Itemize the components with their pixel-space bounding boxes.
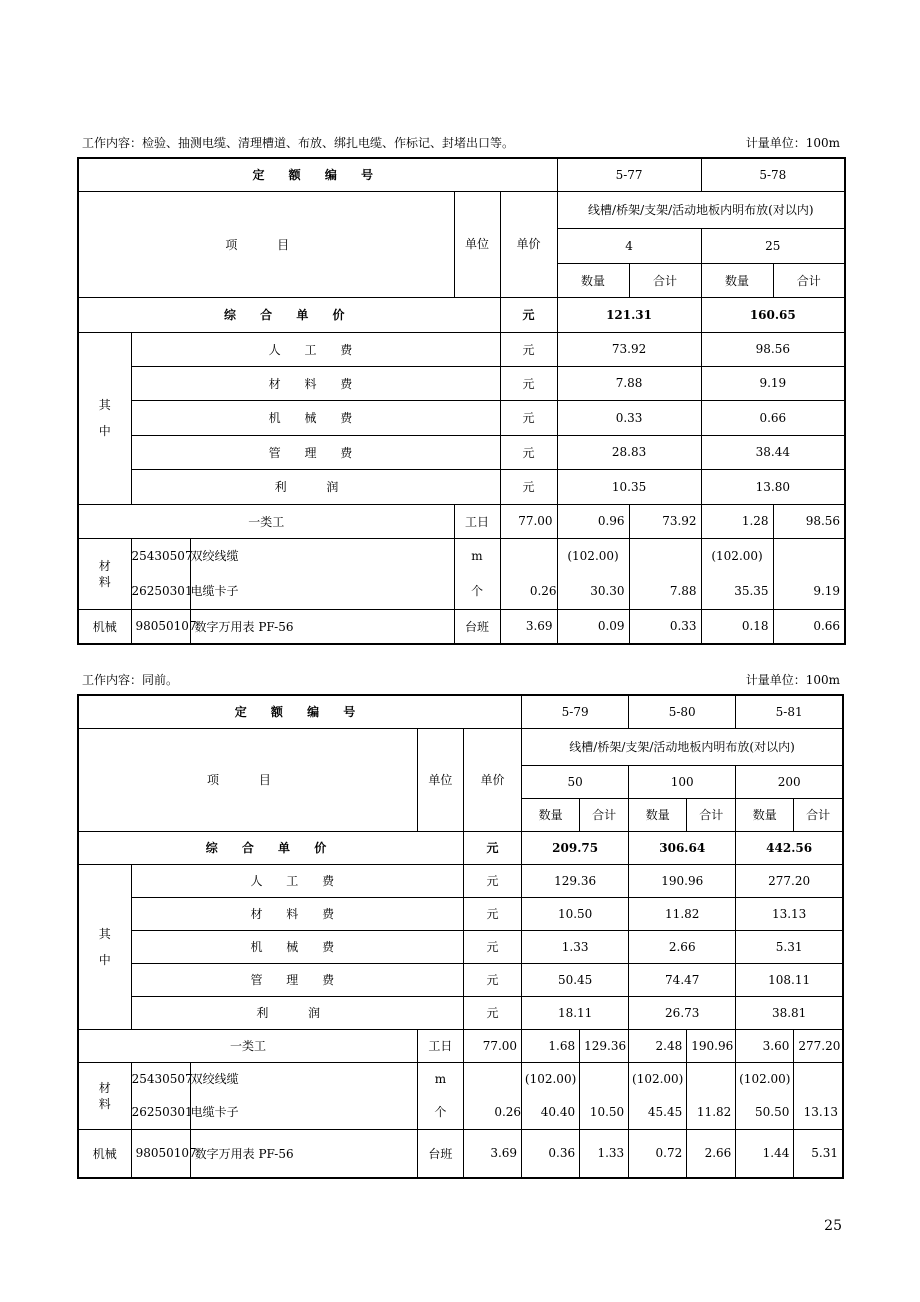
labor-cell: 1.68 xyxy=(522,1029,580,1062)
cost-value: 28.83 xyxy=(557,435,701,469)
labor-unit: 工日 xyxy=(417,1029,463,1062)
cost-value: 9.19 xyxy=(701,366,845,400)
cost-value: 0.66 xyxy=(701,400,845,435)
cost-label: 管 理 费 xyxy=(131,435,500,469)
material-col xyxy=(773,538,845,609)
material-code: 25430507 xyxy=(131,1071,193,1086)
pair-count: 4 xyxy=(557,228,701,263)
cost-unit: 元 xyxy=(463,930,521,963)
cost-label: 机 械 费 xyxy=(131,400,500,435)
cost-value: 38.44 xyxy=(701,435,845,469)
material-cell xyxy=(630,539,701,574)
cost-value: 98.56 xyxy=(701,332,845,366)
cost-value: 1.33 xyxy=(522,930,629,963)
material-cell: 30.30 xyxy=(590,583,625,598)
material-prices xyxy=(463,1062,521,1129)
composite-unit: 元 xyxy=(463,831,521,864)
machine-cell: 0.72 xyxy=(629,1129,687,1178)
machine-name: 数字万用表 PF-56 xyxy=(190,609,454,644)
item-description: 线槽/桥架/支架/活动地板内明布放(对以内) xyxy=(522,728,843,765)
machine-code: 98050107 xyxy=(131,609,190,644)
labor-price: 77.00 xyxy=(500,504,557,538)
cost-value: 18.11 xyxy=(522,996,629,1029)
machine-label: 机械 xyxy=(78,609,131,644)
cost-value: 5.31 xyxy=(736,930,843,963)
material-col xyxy=(629,1062,687,1129)
pair-count: 25 xyxy=(701,228,845,263)
machine-cell: 0.36 xyxy=(522,1129,580,1178)
material-cell: (102.00) xyxy=(632,1071,684,1086)
total-header: 合计 xyxy=(773,263,845,297)
composite-value: 121.31 xyxy=(557,297,701,332)
material-price: 0.26 xyxy=(494,1104,522,1119)
page-number: 25 xyxy=(824,1218,842,1234)
labor-unit: 工日 xyxy=(454,504,500,538)
labor-cell: 277.20 xyxy=(794,1029,843,1062)
labor-cell: 129.36 xyxy=(580,1029,629,1062)
labor-cell: 0.96 xyxy=(557,504,629,538)
cost-value: 277.20 xyxy=(736,864,843,897)
machine-code: 98050107 xyxy=(131,1129,190,1178)
material-col xyxy=(687,1062,736,1129)
machine-cell: 2.66 xyxy=(687,1129,736,1178)
cost-label: 人 工 费 xyxy=(131,864,463,897)
material-col xyxy=(736,1062,794,1129)
machine-cell: 1.44 xyxy=(736,1129,794,1178)
cost-value: 108.11 xyxy=(736,963,843,996)
material-cell: (102.00) xyxy=(567,548,619,563)
cost-value: 10.50 xyxy=(522,897,629,930)
material-prices xyxy=(500,538,557,609)
material-name: 电缆卡子 xyxy=(190,583,239,598)
labor-cell: 190.96 xyxy=(687,1029,736,1062)
cost-label: 材 料 费 xyxy=(131,897,463,930)
material-code: 26250301 xyxy=(131,1104,193,1119)
material-col xyxy=(794,1062,843,1129)
machine-unit: 台班 xyxy=(454,609,500,644)
cost-label: 利 润 xyxy=(131,996,463,1029)
total-header: 合计 xyxy=(794,798,843,831)
unit-note: 计量单位：100m xyxy=(745,136,840,150)
material-cell: 9.19 xyxy=(813,583,841,598)
material-price xyxy=(501,539,557,574)
machine-price: 3.69 xyxy=(463,1129,521,1178)
cost-value: 13.13 xyxy=(736,897,843,930)
material-names xyxy=(190,1062,417,1129)
cost-value: 7.88 xyxy=(557,366,701,400)
item-label: 项 目 xyxy=(78,728,417,831)
material-col xyxy=(629,538,701,609)
quota-code: 5-79 xyxy=(522,695,629,728)
machine-cell: 0.66 xyxy=(773,609,845,644)
material-cell xyxy=(687,1063,735,1096)
labor-label: 一类工 xyxy=(78,1029,417,1062)
pair-count: 100 xyxy=(629,765,736,798)
qty-header: 数量 xyxy=(701,263,773,297)
machine-cell: 0.09 xyxy=(557,609,629,644)
material-units xyxy=(417,1062,463,1129)
materials-label: 材料 xyxy=(78,1062,131,1129)
quota-code: 5-81 xyxy=(736,695,843,728)
pair-count: 200 xyxy=(736,765,843,798)
material-cell: 40.40 xyxy=(540,1104,576,1119)
cost-unit: 元 xyxy=(500,400,557,435)
composite-value: 442.56 xyxy=(736,831,843,864)
price-header: 单价 xyxy=(463,728,521,831)
machine-name: 数字万用表 PF-56 xyxy=(190,1129,417,1178)
cost-value: 2.66 xyxy=(629,930,736,963)
material-name: 双绞线缆 xyxy=(190,1071,239,1086)
cost-unit: 元 xyxy=(500,366,557,400)
material-col xyxy=(701,538,773,609)
unit-note: 计量单位：100m xyxy=(745,673,840,687)
cost-value: 129.36 xyxy=(522,864,629,897)
cost-unit: 元 xyxy=(500,469,557,504)
composite-price-label: 综 合 单 价 xyxy=(78,831,463,864)
total-header: 合计 xyxy=(687,798,736,831)
work-content: 工作内容：检验、抽测电缆、清理槽道、布放、绑扎电缆、作标记、封堵出口等。 xyxy=(82,136,515,150)
material-name: 电缆卡子 xyxy=(190,1104,239,1119)
cost-value: 11.82 xyxy=(629,897,736,930)
material-cell xyxy=(580,1063,628,1096)
materials-label: 材料 xyxy=(78,538,131,609)
material-cell: (102.00) xyxy=(524,1071,577,1086)
among-label: 其中 xyxy=(78,332,131,504)
material-cell: 45.45 xyxy=(647,1104,683,1119)
qty-header: 数量 xyxy=(557,263,629,297)
cost-label: 管 理 费 xyxy=(131,963,463,996)
material-cell: (102.00) xyxy=(711,548,763,563)
material-names xyxy=(190,538,454,609)
quota-table-1 xyxy=(77,157,846,645)
cost-value: 26.73 xyxy=(629,996,736,1029)
composite-value: 209.75 xyxy=(522,831,629,864)
material-units xyxy=(454,538,500,609)
material-cell: 10.50 xyxy=(589,1104,625,1119)
quota-table-2 xyxy=(77,694,844,1179)
machine-label: 机械 xyxy=(78,1129,131,1178)
material-cell: 35.35 xyxy=(734,583,769,598)
material-unit: m xyxy=(434,1071,447,1086)
machine-cell: 5.31 xyxy=(794,1129,843,1178)
material-col xyxy=(522,1062,580,1129)
cost-label: 利 润 xyxy=(131,469,500,504)
labor-price: 77.00 xyxy=(463,1029,521,1062)
machine-cell: 0.33 xyxy=(629,609,701,644)
price-header: 单价 xyxy=(500,191,557,297)
material-unit: m xyxy=(471,548,483,563)
material-cell: 50.50 xyxy=(754,1104,790,1119)
cost-unit: 元 xyxy=(463,963,521,996)
quota-number-label: 定 额 编 号 xyxy=(78,158,557,191)
material-col xyxy=(580,1062,629,1129)
cost-value: 50.45 xyxy=(522,963,629,996)
total-header: 合计 xyxy=(629,263,701,297)
item-description: 线槽/桥架/支架/活动地板内明布放(对以内) xyxy=(557,191,845,228)
work-content: 工作内容：同前。 xyxy=(82,673,179,687)
labor-cell: 73.92 xyxy=(629,504,701,538)
labor-cell: 3.60 xyxy=(736,1029,794,1062)
cost-label: 人 工 费 xyxy=(131,332,500,366)
material-cell xyxy=(774,539,845,574)
material-unit: 个 xyxy=(470,583,483,598)
material-name: 双绞线缆 xyxy=(190,548,239,563)
unit-header: 单位 xyxy=(417,728,463,831)
material-cell xyxy=(794,1063,842,1096)
unit-header: 单位 xyxy=(454,191,500,297)
material-price xyxy=(464,1063,521,1096)
material-codes xyxy=(131,1062,193,1129)
material-unit: 个 xyxy=(434,1104,447,1119)
cost-unit: 元 xyxy=(463,897,521,930)
material-col xyxy=(557,538,629,609)
machine-cell: 0.18 xyxy=(701,609,773,644)
composite-price-label: 综 合 单 价 xyxy=(78,297,500,332)
qty-header: 数量 xyxy=(736,798,794,831)
cost-label: 机 械 费 xyxy=(131,930,463,963)
total-header: 合计 xyxy=(580,798,629,831)
machine-price: 3.69 xyxy=(500,609,557,644)
cost-unit: 元 xyxy=(463,996,521,1029)
labor-label: 一类工 xyxy=(78,504,454,538)
item-label: 项 目 xyxy=(78,191,454,297)
cost-value: 38.81 xyxy=(736,996,843,1029)
material-cell: 13.13 xyxy=(803,1104,838,1119)
qty-header: 数量 xyxy=(629,798,687,831)
quota-code: 5-80 xyxy=(629,695,736,728)
cost-value: 0.33 xyxy=(557,400,701,435)
machine-cell: 1.33 xyxy=(580,1129,629,1178)
cost-unit: 元 xyxy=(500,332,557,366)
material-code: 26250301 xyxy=(131,583,193,598)
material-price: 0.26 xyxy=(529,583,557,598)
cost-value: 74.47 xyxy=(629,963,736,996)
cost-value: 190.96 xyxy=(629,864,736,897)
cost-label: 材 料 费 xyxy=(131,366,500,400)
cost-value: 13.80 xyxy=(701,469,845,504)
composite-unit: 元 xyxy=(500,297,557,332)
quota-code: 5-77 xyxy=(557,158,701,191)
labor-cell: 1.28 xyxy=(701,504,773,538)
pair-count: 50 xyxy=(522,765,629,798)
composite-value: 306.64 xyxy=(629,831,736,864)
material-cell: (102.00) xyxy=(739,1071,791,1086)
qty-header: 数量 xyxy=(522,798,580,831)
material-code: 25430507 xyxy=(131,548,193,563)
material-cell: 11.82 xyxy=(696,1104,732,1119)
material-codes xyxy=(131,538,193,609)
cost-value: 73.92 xyxy=(557,332,701,366)
composite-value: 160.65 xyxy=(701,297,845,332)
quota-code: 5-78 xyxy=(701,158,845,191)
cost-value: 10.35 xyxy=(557,469,701,504)
cost-unit: 元 xyxy=(463,864,521,897)
material-cell: 7.88 xyxy=(669,583,697,598)
machine-unit: 台班 xyxy=(417,1129,463,1178)
quota-number-label: 定 额 编 号 xyxy=(78,695,522,728)
among-label: 其中 xyxy=(78,864,131,1029)
cost-unit: 元 xyxy=(500,435,557,469)
labor-cell: 98.56 xyxy=(773,504,845,538)
labor-cell: 2.48 xyxy=(629,1029,687,1062)
